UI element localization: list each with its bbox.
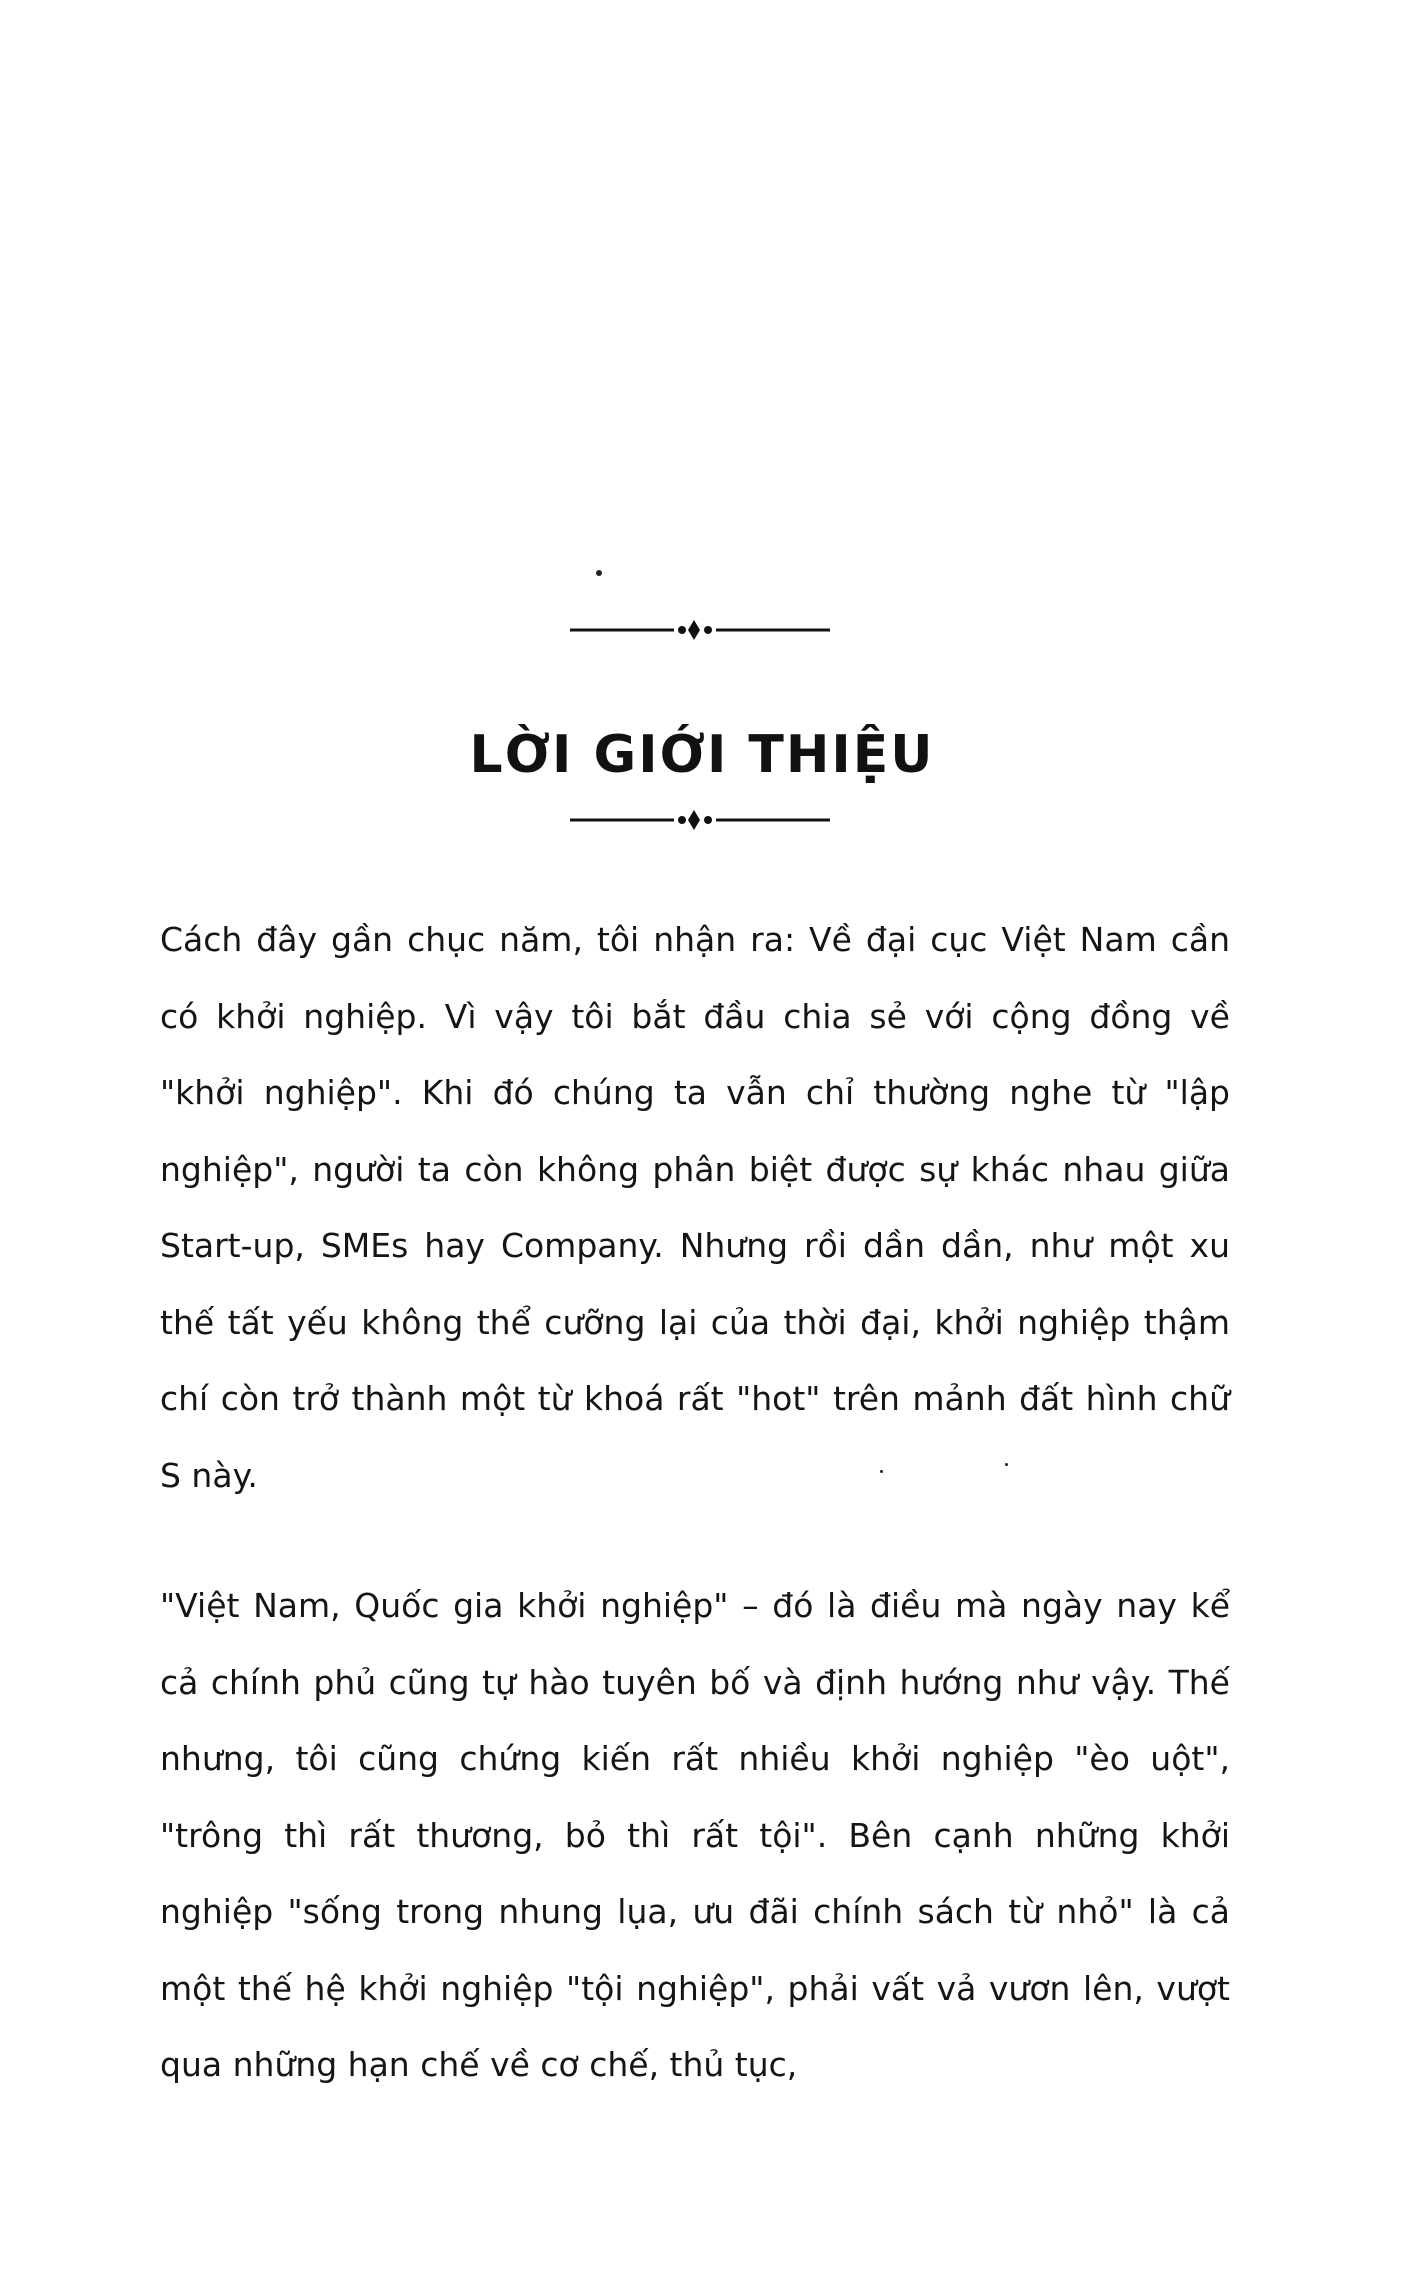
body-paragraph: "Việt Nam, Quốc gia khởi nghiệp" – đó là điều mà ngày nay kể cả chính phủ cũng tự hào tuyên bố và định hướng như vậy. Thế nhưng, tôi cũng chứng kiến rất nhiều khởi nghiệp "èo uột", "trông thì rất thương, bỏ thì rất tội". Bên cạnh những khởi nghiệp "sống trong nhung lụa, ưu đãi chính sách từ nhỏ" là cả một thế hệ khởi nghiệp "tội nghiệp", phải vất vả vươn lên, vượt qua những hạn chế về cơ chế, thủ tục, <box>160 1586 1230 2084</box>
bottom-ornament-divider <box>570 808 830 832</box>
scan-speck <box>596 570 602 576</box>
top-ornament-divider <box>570 618 830 642</box>
scan-speck <box>880 1470 883 1473</box>
chapter-title: LỜI GIỚI THIỆU <box>469 724 935 785</box>
scan-speck <box>1005 1463 1008 1466</box>
body-paragraph: Cách đây gần chục năm, tôi nhận ra: Về đại cục Việt Nam cần có khởi nghiệp. Vì vậy tôi bắt đầu chia sẻ với cộng đồng về "khởi nghiệp". Khi đó chúng ta vẫn chỉ thường nghe từ "lập nghiệp", người ta còn không phân biệt được sự khác nhau giữa Start-up, SMEs hay Company. Nhưng rồi dần dần, như một xu thế tất yếu không thể cưỡng lại của thời đại, khởi nghiệp thậm chí còn trở thành một từ khoá rất "hot" trên mảnh đất hình chữ S này. <box>160 920 1230 1495</box>
